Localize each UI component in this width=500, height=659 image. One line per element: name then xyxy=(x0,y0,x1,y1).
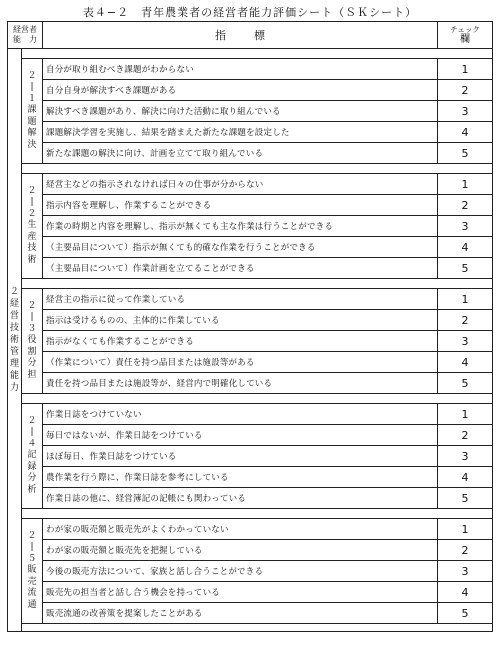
section-category-char: 役 xyxy=(27,335,37,346)
section-category-label xyxy=(22,59,43,164)
check-score[interactable]: 1 xyxy=(438,404,493,425)
indicator-row xyxy=(8,122,493,143)
indicator-row xyxy=(8,216,493,237)
section-category-char: 流 xyxy=(27,588,37,599)
section-category-char: 分 xyxy=(27,358,37,369)
indicator-row xyxy=(8,59,493,80)
check-header-line: チェック xyxy=(450,25,480,34)
check-header-line: 欄 xyxy=(460,34,470,45)
outer-category-char: 営 xyxy=(9,311,19,321)
section-category-char: 決 xyxy=(27,139,37,150)
section-category-char: ２ xyxy=(27,300,37,311)
section-category-char: | xyxy=(30,427,34,438)
check-score[interactable]: 4 xyxy=(438,352,493,373)
indicator-text: 今後の販売方法について、家族と話し合うことができる xyxy=(43,561,438,582)
section-category-char: １ xyxy=(27,93,37,104)
section-category-char: 記 xyxy=(27,450,37,461)
indicator-row xyxy=(8,404,493,425)
check-score[interactable]: 2 xyxy=(438,425,493,446)
check-score[interactable]: 1 xyxy=(438,289,493,310)
section-category-char: ５ xyxy=(27,553,37,564)
gap-cell xyxy=(22,394,493,404)
section-category-char: ２ xyxy=(27,185,37,196)
indicator-text: （主要品目について）指示が無くても的確な作業を行うことができる xyxy=(43,237,438,258)
section-gap-row xyxy=(8,279,493,289)
indicator-text: 販売流通の改善策を提案したことがある xyxy=(43,603,438,624)
section-category-char: ２ xyxy=(27,415,37,426)
section-gap-row xyxy=(8,164,493,174)
indicator-row xyxy=(8,143,493,164)
category-header-line: 経営者 xyxy=(13,25,37,34)
check-header xyxy=(438,22,493,49)
check-score[interactable]: 3 xyxy=(438,101,493,122)
indicator-text: 責任を持つ品目または施設等が、経営内で明確化している xyxy=(43,373,438,394)
indicator-text: 経営主の指示に従って作業している xyxy=(43,289,438,310)
indicator-row xyxy=(8,289,493,310)
section-category-label xyxy=(22,289,43,394)
section-category-char: 録 xyxy=(27,461,37,472)
section-category-char: ２ xyxy=(27,208,37,219)
section-category-char: 技 xyxy=(27,243,37,254)
indicator-row xyxy=(8,373,493,394)
evaluation-sheet xyxy=(7,21,492,646)
indicator-row xyxy=(8,582,493,603)
check-score[interactable]: 5 xyxy=(438,603,493,624)
section-category-char: 通 xyxy=(27,599,37,610)
gap-cell xyxy=(22,49,493,59)
indicator-text: 毎日ではないが、作業日誌をつけている xyxy=(43,425,438,446)
section-gap-row xyxy=(8,49,493,59)
indicator-text: 指示は受けるものの、主体的に作業している xyxy=(43,310,438,331)
indicator-text: 課題解決学習を実施し、結果を踏まえた新たな課題を設定した xyxy=(43,122,438,143)
section-category-char: | xyxy=(30,197,34,208)
check-score[interactable]: 1 xyxy=(438,174,493,195)
section-category-char: 課 xyxy=(27,105,37,116)
indicator-header-label: 指標 xyxy=(215,29,293,42)
check-score[interactable]: 5 xyxy=(438,488,493,509)
category-header-line: 能 力 xyxy=(13,35,37,44)
indicator-row xyxy=(8,519,493,540)
indicator-text: 解決すべき課題があり、解決に向けた活動に取り組んでいる xyxy=(43,101,438,122)
section-category-char: 生 xyxy=(27,220,37,231)
indicator-row xyxy=(8,561,493,582)
section-category-char: | xyxy=(30,82,34,93)
indicator-header xyxy=(43,22,438,49)
indicator-row xyxy=(8,603,493,624)
indicator-text: 作業の時期と内容を理解し、指示が無くても主な作業は行うことができる xyxy=(43,216,438,237)
check-score[interactable]: 1 xyxy=(438,59,493,80)
check-score[interactable]: 4 xyxy=(438,237,493,258)
check-score[interactable]: 5 xyxy=(438,258,493,279)
indicator-text: わが家の販売額と販売先を把握している xyxy=(43,540,438,561)
section-category-char: 析 xyxy=(27,484,37,495)
indicator-row xyxy=(8,488,493,509)
section-category-char: | xyxy=(30,542,34,553)
indicator-text: 農作業を行う際に、作業日誌を参考にしている xyxy=(43,467,438,488)
section-category-char: 術 xyxy=(27,254,37,265)
outer-category-char: 能 xyxy=(9,371,19,381)
section-category-char: 売 xyxy=(27,576,37,587)
indicator-row xyxy=(8,310,493,331)
gap-cell xyxy=(22,509,493,519)
indicator-row xyxy=(8,540,493,561)
indicator-row xyxy=(8,425,493,446)
indicator-row xyxy=(8,331,493,352)
section-category-char: ３ xyxy=(27,323,37,334)
indicator-text: 経営主などの指示されなければ日々の仕事が分からない xyxy=(43,174,438,195)
section-category-char: 担 xyxy=(27,369,37,380)
section-category-char: 割 xyxy=(27,346,37,357)
indicator-text: 指示内容を理解し、作業することができる xyxy=(43,195,438,216)
category-header xyxy=(8,22,43,49)
indicator-text: 新たな課題の解決に向け、計画を立てて取り組んでいる xyxy=(43,143,438,164)
check-score[interactable]: 3 xyxy=(438,216,493,237)
check-score[interactable]: 5 xyxy=(438,143,493,164)
indicator-row xyxy=(8,80,493,101)
section-category-label xyxy=(22,404,43,509)
check-score[interactable]: 4 xyxy=(438,582,493,603)
outer-category-label xyxy=(8,49,22,632)
indicator-text: わが家の販売額と販売先がよくわかっていない xyxy=(43,519,438,540)
check-score[interactable]: 3 xyxy=(438,446,493,467)
outer-category-char: 技 xyxy=(9,323,19,333)
gap-cell xyxy=(22,164,493,174)
indicator-text: （主要品目について）作業計画を立てることができる xyxy=(43,258,438,279)
outer-category-char: 力 xyxy=(9,383,19,393)
section-category-char: ４ xyxy=(27,438,37,449)
outer-category-char: 術 xyxy=(9,335,19,345)
indicator-text: ほぼ毎日、作業日誌をつけている xyxy=(43,446,438,467)
bottom-cell xyxy=(22,624,493,632)
check-score[interactable]: 2 xyxy=(438,540,493,561)
sheet-title: 表４−２ 青年農業者の経営者能力評価シート（ＳＫシート） xyxy=(82,6,418,19)
check-score[interactable]: 5 xyxy=(438,373,493,394)
indicator-row xyxy=(8,352,493,373)
indicator-row xyxy=(8,195,493,216)
outer-category-char: 管 xyxy=(9,347,19,357)
section-category-label xyxy=(22,174,43,279)
check-score[interactable]: 4 xyxy=(438,122,493,143)
gap-cell xyxy=(22,279,493,289)
check-score[interactable]: 4 xyxy=(438,467,493,488)
section-category-char: ２ xyxy=(27,70,37,81)
check-score[interactable]: 1 xyxy=(438,519,493,540)
table-bottom-row xyxy=(8,624,493,632)
section-category-char: 題 xyxy=(27,116,37,127)
indicator-text: 販売先の担当者と話し合う機会を持っている xyxy=(43,582,438,603)
indicator-row xyxy=(8,174,493,195)
indicator-text: 作業日誌の他に、経営簿記の記帳にも関わっている xyxy=(43,488,438,509)
indicator-row xyxy=(8,446,493,467)
indicator-text: 自分が取り組むべき課題がわからない xyxy=(43,59,438,80)
section-category-char: 産 xyxy=(27,231,37,242)
indicator-row xyxy=(8,258,493,279)
indicator-text: （作業について）責任を持つ品目または施設等がある xyxy=(43,352,438,373)
indicator-row xyxy=(8,467,493,488)
outer-category-char: ２ xyxy=(9,287,19,297)
outer-category-char: 理 xyxy=(9,359,19,369)
indicator-text: 作業日誌をつけていない xyxy=(43,404,438,425)
check-score[interactable]: 2 xyxy=(438,195,493,216)
indicator-text: 自分自身が解決すべき課題がある xyxy=(43,80,438,101)
section-category-label xyxy=(22,519,43,624)
check-score[interactable]: 2 xyxy=(438,80,493,101)
section-category-char: 分 xyxy=(27,473,37,484)
indicator-row xyxy=(8,101,493,122)
outer-category-char: 経 xyxy=(9,299,19,309)
section-category-char: 販 xyxy=(27,565,37,576)
header-row xyxy=(8,22,493,49)
indicator-row xyxy=(8,237,493,258)
evaluation-table xyxy=(7,21,493,632)
indicator-text: 指示がなくても作業することができる xyxy=(43,331,438,352)
check-score[interactable]: 2 xyxy=(438,310,493,331)
section-gap-row xyxy=(8,394,493,404)
check-score[interactable]: 3 xyxy=(438,331,493,352)
section-category-char: 解 xyxy=(27,128,37,139)
section-gap-row xyxy=(8,509,493,519)
section-category-char: | xyxy=(30,312,34,323)
section-category-char: ２ xyxy=(27,530,37,541)
check-score[interactable]: 3 xyxy=(438,561,493,582)
